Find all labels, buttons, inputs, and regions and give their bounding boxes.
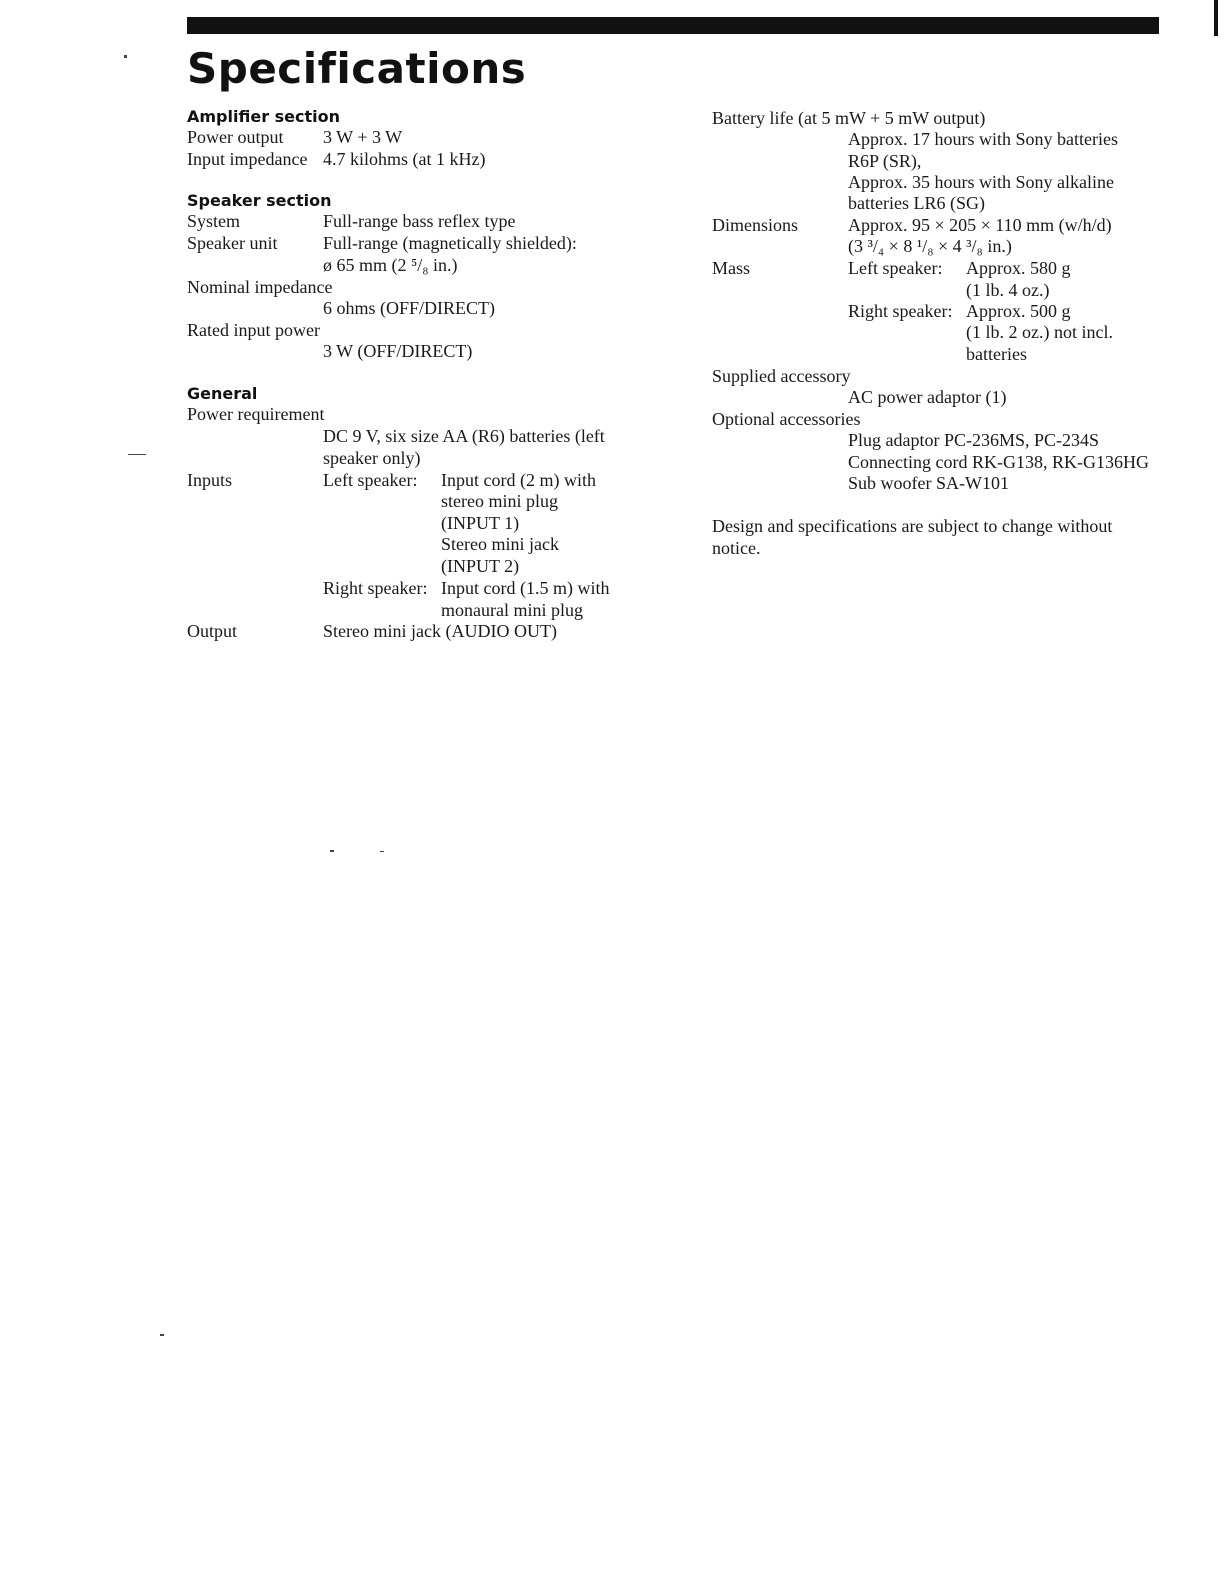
output-value: Stereo mini jack (AUDIO OUT) xyxy=(323,621,557,641)
left-input-line-5: (INPUT 2) xyxy=(441,556,520,576)
rated-input-label: Rated input power xyxy=(187,320,320,340)
optional-accessories-label: Optional accessories xyxy=(712,409,861,429)
dimensions-inches: (3 ³/₄ × 8 ¹/₈ × 4 ³/₈ in.) xyxy=(848,236,1012,256)
right-speaker-label: Right speaker: xyxy=(323,578,428,598)
speaker-unit-label: Speaker unit xyxy=(187,233,278,253)
scan-speck xyxy=(330,850,334,852)
left-input-line-1: Input cord (2 m) with xyxy=(441,470,596,490)
general-heading: General xyxy=(187,384,258,403)
rated-input-value: 3 W (OFF/DIRECT) xyxy=(323,341,473,361)
mass-right-value: Approx. 500 g xyxy=(966,301,1071,321)
edge-mark xyxy=(1214,0,1218,36)
notice-line-2: notice. xyxy=(712,538,761,558)
speaker-heading: Speaker section xyxy=(187,191,332,210)
left-input-line-2: stereo mini plug xyxy=(441,491,558,511)
system-value: Full-range bass reflex type xyxy=(323,211,516,231)
dimensions-value: Approx. 95 × 205 × 110 mm (w/h/d) xyxy=(848,215,1112,235)
optional-accessory-2: Connecting cord RK-G138, RK-G136HG xyxy=(848,452,1149,472)
scan-speck xyxy=(160,1334,164,1336)
supplied-accessory-label: Supplied accessory xyxy=(712,366,851,386)
left-speaker-label: Left speaker: xyxy=(323,470,418,490)
system-label: System xyxy=(187,211,241,231)
mass-right-imperial: (1 lb. 2 oz.) not incl. xyxy=(966,322,1113,342)
right-input-line-2: monaural mini plug xyxy=(441,600,583,620)
mass-left-imperial: (1 lb. 4 oz.) xyxy=(966,280,1050,300)
speaker-unit-value: Full-range (magnetically shielded): xyxy=(323,233,577,253)
mass-label: Mass xyxy=(712,258,751,278)
top-rule xyxy=(187,17,1159,34)
optional-accessory-1: Plug adaptor PC-236MS, PC-234S xyxy=(848,430,1100,450)
scan-speck xyxy=(124,55,127,58)
input-impedance-value: 4.7 kilohms (at 1 kHz) xyxy=(323,149,486,169)
amplifier-heading: Amplifier section xyxy=(187,107,341,126)
left-input-line-3: (INPUT 1) xyxy=(441,513,520,533)
scan-speck xyxy=(128,454,146,455)
scan-speck xyxy=(380,851,384,852)
mass-right-note: batteries xyxy=(966,344,1027,364)
nominal-impedance-value: 6 ohms (OFF/DIRECT) xyxy=(323,298,496,318)
input-impedance-label: Input impedance xyxy=(187,149,308,169)
power-requirement-value: DC 9 V, six size AA (R6) batteries (left xyxy=(323,426,605,446)
notice-line-1: Design and specifications are subject to change without xyxy=(712,516,1113,536)
inputs-label: Inputs xyxy=(187,470,232,490)
power-output-label: Power output xyxy=(187,127,284,147)
left-input-line-4: Stereo mini jack xyxy=(441,534,559,554)
right-input-line-1: Input cord (1.5 m) with xyxy=(441,578,610,598)
battery-life-label: Battery life (at 5 mW + 5 mW output) xyxy=(712,108,986,128)
mass-left-value: Approx. 580 g xyxy=(966,258,1071,278)
supplied-accessory-value: AC power adaptor (1) xyxy=(848,387,1007,407)
dimensions-label: Dimensions xyxy=(712,215,799,235)
speaker-unit-size: ø 65 mm (2 ⁵/₈ in.) xyxy=(323,255,458,275)
power-requirement-value-cont: speaker only) xyxy=(323,448,421,468)
power-output-value: 3 W + 3 W xyxy=(323,127,403,147)
output-label: Output xyxy=(187,621,238,641)
mass-right-label: Right speaker: xyxy=(848,301,953,321)
power-requirement-label: Power requirement xyxy=(187,404,325,424)
optional-accessory-3: Sub woofer SA-W101 xyxy=(848,473,1009,493)
page-title: Specifications xyxy=(187,44,527,93)
battery-life-line-1: Approx. 17 hours with Sony batteries xyxy=(848,129,1118,149)
mass-left-label: Left speaker: xyxy=(848,258,943,278)
battery-life-line-2: R6P (SR), xyxy=(848,151,922,171)
battery-life-line-3: Approx. 35 hours with Sony alkaline xyxy=(848,172,1114,192)
nominal-impedance-label: Nominal impedance xyxy=(187,277,333,297)
battery-life-line-4: batteries LR6 (SG) xyxy=(848,193,985,213)
